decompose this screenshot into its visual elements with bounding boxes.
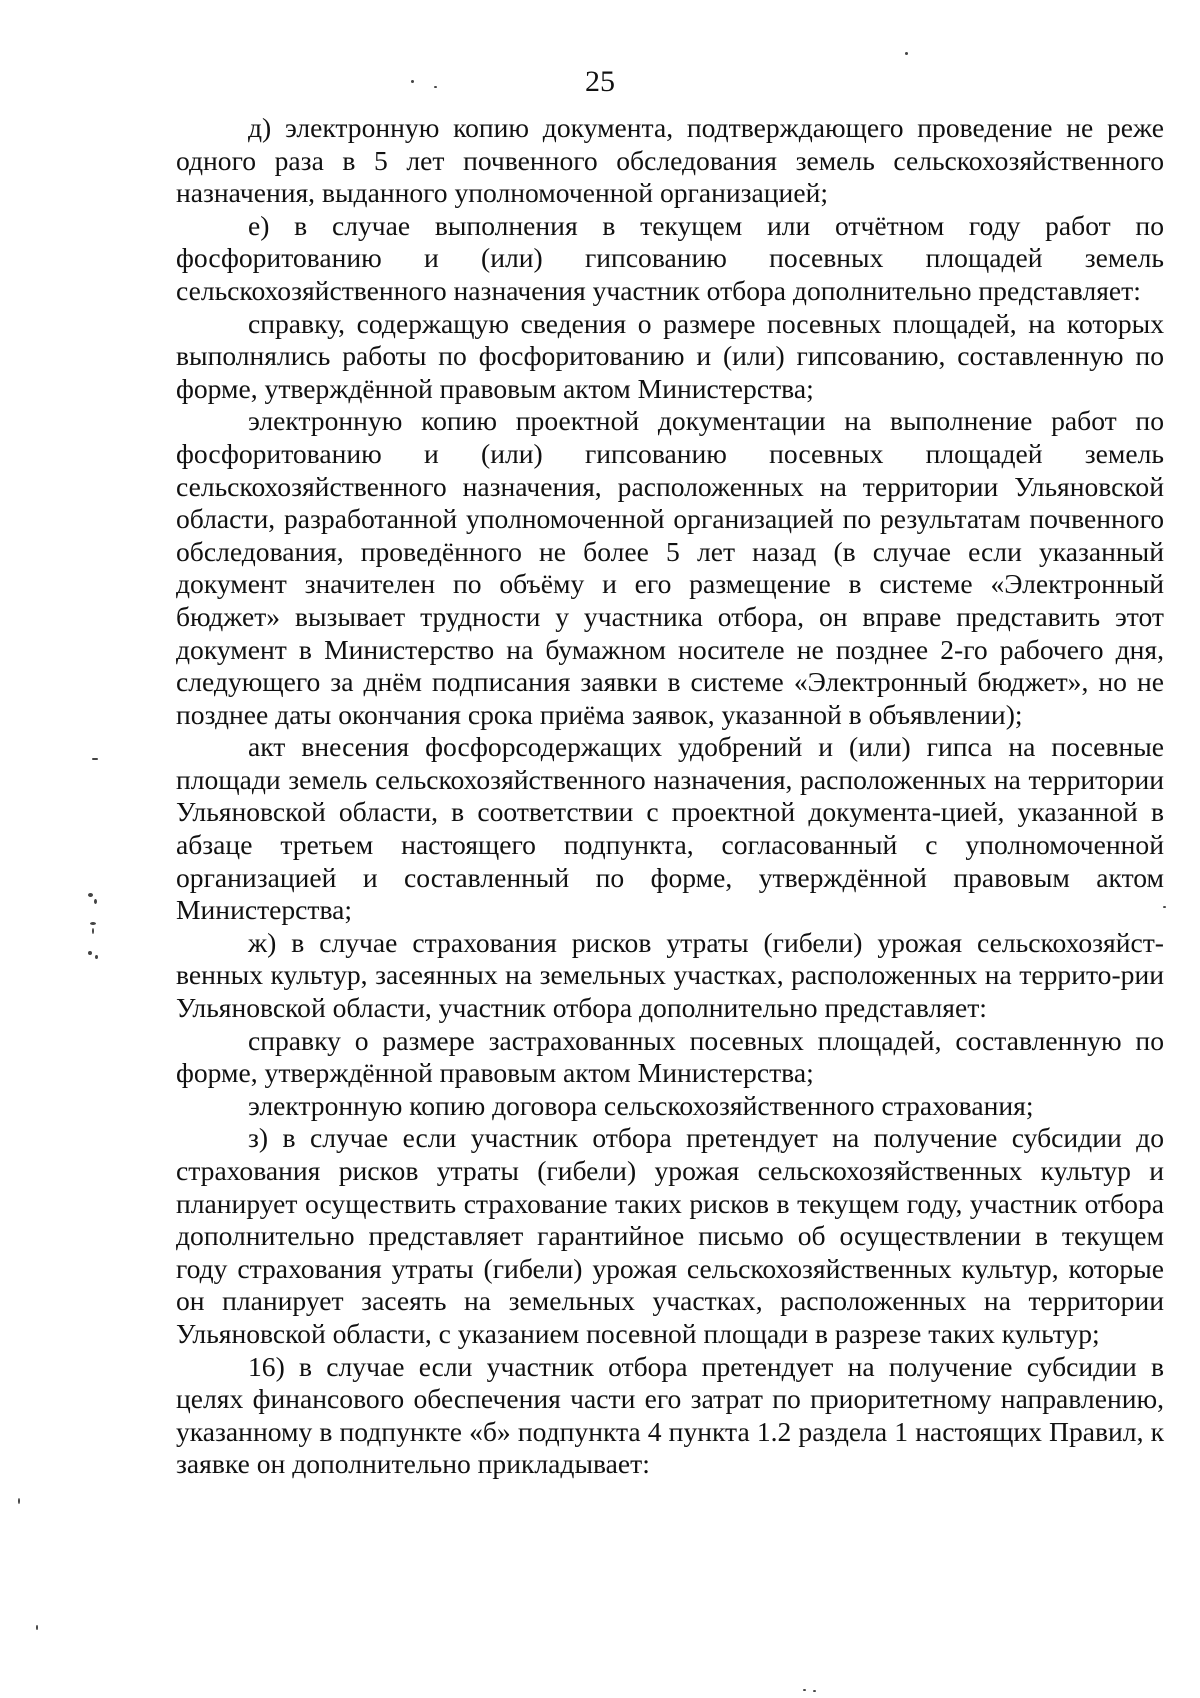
scan-speck bbox=[1163, 906, 1166, 908]
scan-speck bbox=[94, 899, 97, 904]
scan-speck bbox=[411, 80, 414, 83]
document-body bbox=[176, 112, 1164, 1481]
paragraph-z: з) в случае если участник отбора претендует на получение субсидии до страхования рисков утраты (гибели) урожая сельскохозяйственных культур и планирует осуществить страхование таких рисков в текущем году, участник отбора дополнительно представляет гарантийное письмо об осуществлении в текущем году страхования утраты (гибели) урожая сельскохозяйственных культур, которые он планирует засеять на земельных участках, расположенных на территории Ульяновской области, с указанием посевной площади в разрезе таких культур; bbox=[176, 1122, 1164, 1349]
paragraph-d: д) электронную копию документа, подтверждающего проведение не реже одного раза в 5 лет почвенного обследования земель сельскохозяйственного назначения, выданного уполномоченной организацией; bbox=[176, 112, 1164, 209]
scan-speck bbox=[813, 1690, 816, 1692]
page-number: 25 bbox=[585, 65, 615, 98]
scan-speck bbox=[88, 893, 93, 897]
paragraph-zh: ж) в случае страхования рисков утраты (гибели) урожая сельскохозяйст-венных культур, засеянных на земельных участках, расположенных на террито-рии Ульяновской области, участник отбора дополнительно представляет: bbox=[176, 926, 1164, 1024]
scan-speck bbox=[18, 1498, 20, 1504]
paragraph-e-act: акт внесения фосфорсодержащих удобрений и (или) гипса на посевные площади земель сельскохозяйственного назначения, расположенных на территории Ульяновской области, в соответствии с проектной документа-цией, указанной в абзаце третьем настоящего подпункта, согласованный с уполномоченной организацией и составленный по форме, утверждённой правовым актом Министерства; bbox=[176, 731, 1164, 926]
scan-speck bbox=[92, 758, 98, 760]
scan-speck bbox=[36, 1625, 38, 1630]
scan-speck bbox=[803, 1689, 806, 1691]
paragraph-16: 16) в случае если участник отбора претендует на получение субсидии в целях финансового обеспечения части его затрат по приоритетному направлению, указанному в подпункте «б» подпункта 4 пункта 1.2 раздела 1 настоящих Правил, к заявке он дополнительно прикладывает: bbox=[176, 1350, 1164, 1480]
paragraph-zh-certificate: справку о размере застрахованных посевных площадей, составленную по форме, утверждённой правовым актом Министерства; bbox=[176, 1024, 1164, 1089]
scan-speck bbox=[88, 951, 92, 955]
paragraph-zh-contract: электронную копию договора сельскохозяйственного страхования; bbox=[248, 1089, 1034, 1121]
scan-speck bbox=[905, 52, 908, 55]
paragraph-e: е) в случае выполнения в текущем или отчётном году работ по фосфоритованию и (или) гипсованию посевных площадей земель сельскохозяйственного назначения участник отбора дополнительно представляет: bbox=[176, 209, 1164, 306]
scan-speck bbox=[92, 928, 94, 934]
paragraph-e-project-docs: электронную копию проектной документации на выполнение работ по фосфоритованию и (или) гипсованию посевных площадей земель сельскохозяйственного назначения, расположенных на территории Ульяновской области, разработанной уполномоченной организацией по результатам почвенного обследования, проведённого не более 5 лет назад (в случае если указанный документ значителен по объёму и его размещение в системе «Электронный бюджет» вызывает трудности у участника отбора, он вправе представить этот документ в Министерство на бумажном носителе не позднее 2-го рабочего дня, следующего за днём подписания заявки в системе «Электронный бюджет», но не позднее даты окончания срока приёма заявок, указанной в объявлении); bbox=[176, 405, 1164, 730]
paragraph-e-certificate: справку, содержащую сведения о размере посевных площадей, на которых выполнялись работы по фосфоритованию и (или) гипсованию, составленную по форме, утверждённой правовым актом Министерства; bbox=[176, 307, 1164, 404]
scan-speck bbox=[434, 86, 437, 88]
scan-speck bbox=[90, 922, 96, 925]
scan-speck bbox=[95, 955, 98, 959]
